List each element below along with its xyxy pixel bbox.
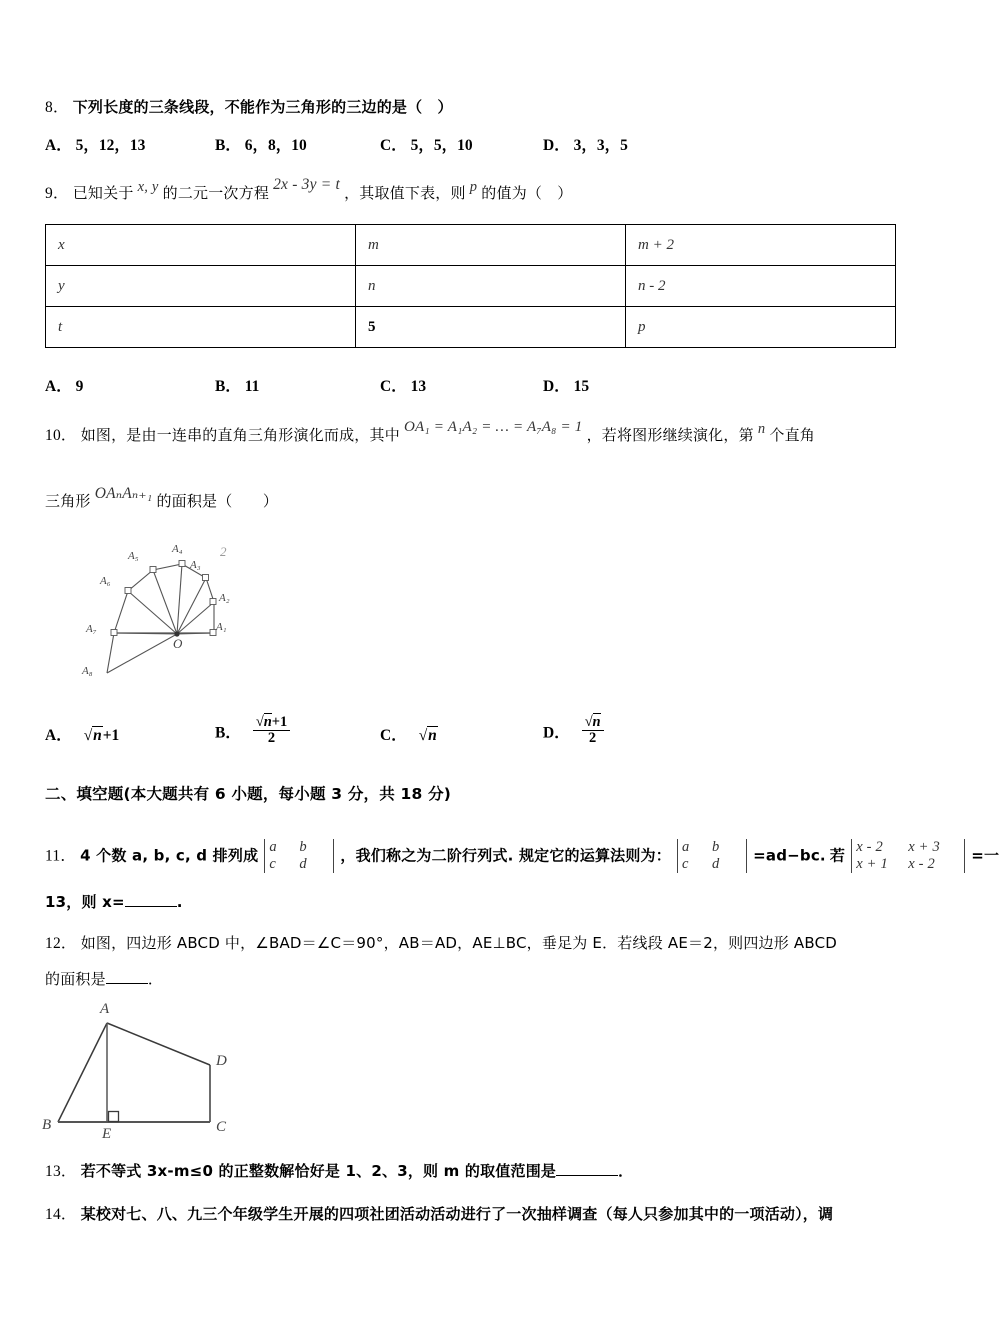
option-a-label: A． bbox=[45, 137, 72, 154]
figure-label-a2: A₂ bbox=[219, 592, 230, 604]
determinant-row bbox=[856, 856, 960, 873]
question-11-text-2: ，我们称之为二阶行列式. 规定它的运算法则为： bbox=[340, 846, 671, 865]
question-10-stem-line2 bbox=[45, 485, 279, 513]
determinant-cell: x + 1 bbox=[856, 856, 888, 872]
question-10-text-5: 的面积是（ ） bbox=[156, 492, 279, 510]
question-9-unknown: p bbox=[469, 179, 478, 195]
fraction-denominator: 2 bbox=[267, 730, 276, 747]
question-14-number: 14． bbox=[45, 1206, 77, 1223]
table-cell: m + 2 bbox=[626, 225, 896, 266]
determinant-row bbox=[682, 839, 742, 856]
figure-label-c: C bbox=[216, 1119, 227, 1135]
question-11-line2 bbox=[45, 891, 183, 914]
determinant-cell: d bbox=[299, 856, 307, 872]
table-cell: x bbox=[46, 225, 356, 266]
question-10-text-3: 个直角 bbox=[769, 426, 815, 444]
question-8-option-b[interactable] bbox=[215, 133, 307, 155]
determinant-cell: d bbox=[712, 856, 720, 872]
question-8-number: 8． bbox=[45, 99, 69, 116]
question-11-line2-text: 13，则 x= bbox=[45, 893, 125, 911]
question-9-text-3: ，其取值下表，则 bbox=[344, 184, 466, 202]
option-b-label: B． bbox=[215, 137, 241, 154]
figure-label-e: E bbox=[102, 1126, 112, 1142]
figure-label-a4: A₄ bbox=[172, 543, 183, 555]
question-10-index-var: n bbox=[757, 421, 766, 437]
question-12-figure bbox=[30, 995, 265, 1155]
question-8-option-d[interactable] bbox=[543, 133, 628, 155]
table-cell: n - 2 bbox=[626, 266, 896, 307]
fraction-denominator: 2 bbox=[588, 730, 597, 747]
question-11-line2-end: . bbox=[176, 893, 183, 911]
figure-label-corner-number: 2 bbox=[220, 544, 227, 559]
table-cell: 5 bbox=[356, 307, 626, 348]
option-b-text: 6，8，10 bbox=[244, 137, 307, 154]
question-11-number: 11． bbox=[45, 847, 77, 865]
determinant-cell: c bbox=[269, 856, 276, 872]
determinant-row bbox=[269, 839, 329, 856]
determinant-cell: x - 2 bbox=[908, 856, 935, 872]
question-8-text: 下列长度的三条线段，不能作为三角形的三边的是（ ） bbox=[72, 98, 453, 116]
table-cell: p bbox=[626, 307, 896, 348]
question-10-option-c[interactable] bbox=[380, 723, 438, 745]
option-a-text: 5，12，13 bbox=[75, 137, 146, 154]
question-9-equation: 2x - 3y = t bbox=[273, 176, 340, 193]
fraction-numerator: √n+1 bbox=[253, 715, 291, 731]
question-9-option-d[interactable] bbox=[543, 374, 589, 396]
question-9-text-1: 已知关于 bbox=[72, 184, 134, 202]
spiral-of-theodorus-svg bbox=[60, 535, 315, 680]
option-a-label: A． bbox=[45, 727, 72, 744]
option-d-text: 3，3，5 bbox=[573, 137, 628, 154]
option-d-label: D． bbox=[543, 378, 570, 395]
question-9-text-2: 的二元一次方程 bbox=[162, 184, 270, 202]
determinant-cell: x - 2 bbox=[856, 839, 883, 855]
determinant-x-expressions bbox=[851, 839, 965, 873]
determinant-cell: b bbox=[299, 839, 307, 855]
answer-blank[interactable] bbox=[125, 893, 177, 907]
question-9-table bbox=[45, 224, 896, 348]
determinant-row bbox=[856, 839, 960, 856]
question-11-text-1: 4 个数 a, b, c, d 排列成 bbox=[80, 846, 259, 865]
determinant-abcd-2 bbox=[677, 839, 747, 873]
question-13-number: 13． bbox=[45, 1163, 77, 1180]
figure-label-a8: A₈ bbox=[82, 665, 93, 677]
figure-label-origin: O bbox=[173, 636, 183, 651]
question-10-number: 10． bbox=[45, 427, 77, 444]
question-9-stem bbox=[45, 176, 573, 205]
option-c-label: C． bbox=[380, 727, 407, 744]
option-d-label: D． bbox=[543, 137, 570, 154]
question-9-number: 9． bbox=[45, 185, 69, 202]
option-d-expression bbox=[582, 715, 604, 746]
table-cell: t bbox=[46, 307, 356, 348]
option-c-expression: √n bbox=[418, 727, 437, 744]
table-cell: y bbox=[46, 266, 356, 307]
table-cell: m bbox=[356, 225, 626, 266]
determinant-cell: a bbox=[269, 839, 277, 855]
question-14-text: 某校对七、八、九三个年级学生开展的四项社团活动活动进行了一次抽样调查（每人只参加其中的一项活动），调 bbox=[80, 1205, 834, 1223]
option-d-label: D． bbox=[543, 724, 570, 742]
question-10-option-a[interactable] bbox=[45, 723, 119, 745]
figure-label-a5: A₅ bbox=[128, 550, 139, 562]
question-13-text: 若不等式 3x-m≤0 的正整数解恰好是 1、2、3，则 m 的取值范围是 bbox=[80, 1162, 557, 1180]
figure-label-d: D bbox=[216, 1053, 227, 1069]
question-10-formula: OA₁ = A₁A₂ = … = A₇A₈ = 1 bbox=[403, 419, 583, 435]
question-9-option-c[interactable] bbox=[380, 374, 426, 396]
question-12-text-3: ． bbox=[147, 970, 164, 988]
option-b-text: 11 bbox=[244, 378, 260, 395]
figure-label-a: A bbox=[100, 1001, 110, 1017]
option-a-label: A． bbox=[45, 378, 72, 395]
option-c-label: C． bbox=[380, 378, 407, 395]
question-10-text-4: 三角形 bbox=[45, 492, 91, 510]
question-12-text-1: 如图，四边形 ABCD 中，∠BAD＝∠C＝90°，AB＝AD，AE⊥BC，垂足为 E．若线段 AE＝2，则四边形 ABCD bbox=[80, 934, 838, 952]
question-11-rule: =ad−bc. bbox=[753, 846, 826, 865]
determinant-cell: x + 3 bbox=[908, 839, 940, 855]
determinant-abcd-1 bbox=[264, 839, 334, 873]
question-9-variables: x, y bbox=[137, 179, 159, 195]
option-d-text: 15 bbox=[573, 378, 590, 395]
question-11-equals: =一 bbox=[971, 846, 999, 865]
question-10-text-2: ，若将图形继续演化，第 bbox=[586, 426, 754, 444]
fraction-numerator: √n bbox=[582, 715, 604, 731]
section-heading bbox=[45, 783, 451, 806]
figure-label-b: B bbox=[42, 1117, 52, 1133]
table-cell: n bbox=[356, 266, 626, 307]
option-a-text: 9 bbox=[75, 378, 84, 395]
question-10-triangle-name: OAₙAₙ₊₁ bbox=[94, 485, 153, 502]
question-13 bbox=[45, 1160, 633, 1183]
figure-label-a7: A₇ bbox=[86, 623, 97, 635]
question-12-text-2: 的面积是 bbox=[45, 970, 106, 988]
question-10-option-b[interactable] bbox=[215, 716, 290, 747]
quadrilateral-abcd-svg bbox=[30, 995, 265, 1155]
figure-label-a6: A₆ bbox=[100, 575, 111, 587]
question-12-number: 12． bbox=[45, 935, 77, 952]
option-a-expression: √n+1 bbox=[83, 727, 120, 744]
question-8-option-a[interactable] bbox=[45, 133, 145, 155]
determinant-cell: c bbox=[682, 856, 689, 872]
question-10-stem-line1 bbox=[45, 419, 815, 447]
option-c-text: 5，5，10 bbox=[410, 137, 473, 154]
option-c-label: C． bbox=[380, 137, 407, 154]
question-10-text-1: 如图，是由一连串的直角三角形演化而成，其中 bbox=[80, 426, 400, 444]
determinant-row bbox=[269, 856, 329, 873]
answer-blank[interactable] bbox=[556, 1162, 618, 1176]
question-10-option-d[interactable] bbox=[543, 716, 604, 747]
table-row bbox=[46, 307, 896, 348]
question-10-figure bbox=[60, 535, 315, 680]
figure-label-a1: A₁ bbox=[216, 621, 227, 633]
answer-blank[interactable] bbox=[106, 970, 148, 984]
question-8-stem bbox=[45, 96, 453, 119]
question-11-text-3: 若 bbox=[829, 846, 846, 865]
figure-label-a3: A₃ bbox=[190, 559, 201, 571]
question-12-line1 bbox=[45, 932, 837, 955]
question-11-line1 bbox=[45, 840, 999, 874]
determinant-cell: b bbox=[712, 839, 720, 855]
option-b-expression bbox=[253, 715, 291, 746]
question-9-option-a[interactable] bbox=[45, 374, 83, 396]
question-8-option-c[interactable] bbox=[380, 133, 473, 155]
question-14 bbox=[45, 1203, 833, 1226]
option-c-text: 13 bbox=[410, 378, 427, 395]
question-12-line2 bbox=[45, 968, 163, 991]
question-13-text-end: ． bbox=[618, 1162, 634, 1180]
table-row bbox=[46, 225, 896, 266]
determinant-cell: a bbox=[682, 839, 690, 855]
determinant-row bbox=[682, 856, 742, 873]
section-heading-text: 二、填空题(本大题共有 6 小题，每小题 3 分，共 18 分) bbox=[45, 785, 452, 803]
question-9-option-b[interactable] bbox=[215, 374, 259, 396]
option-b-label: B． bbox=[215, 724, 241, 742]
table-row bbox=[46, 266, 896, 307]
option-b-label: B． bbox=[215, 378, 241, 395]
question-9-text-4: 的值为（ ） bbox=[481, 184, 573, 202]
